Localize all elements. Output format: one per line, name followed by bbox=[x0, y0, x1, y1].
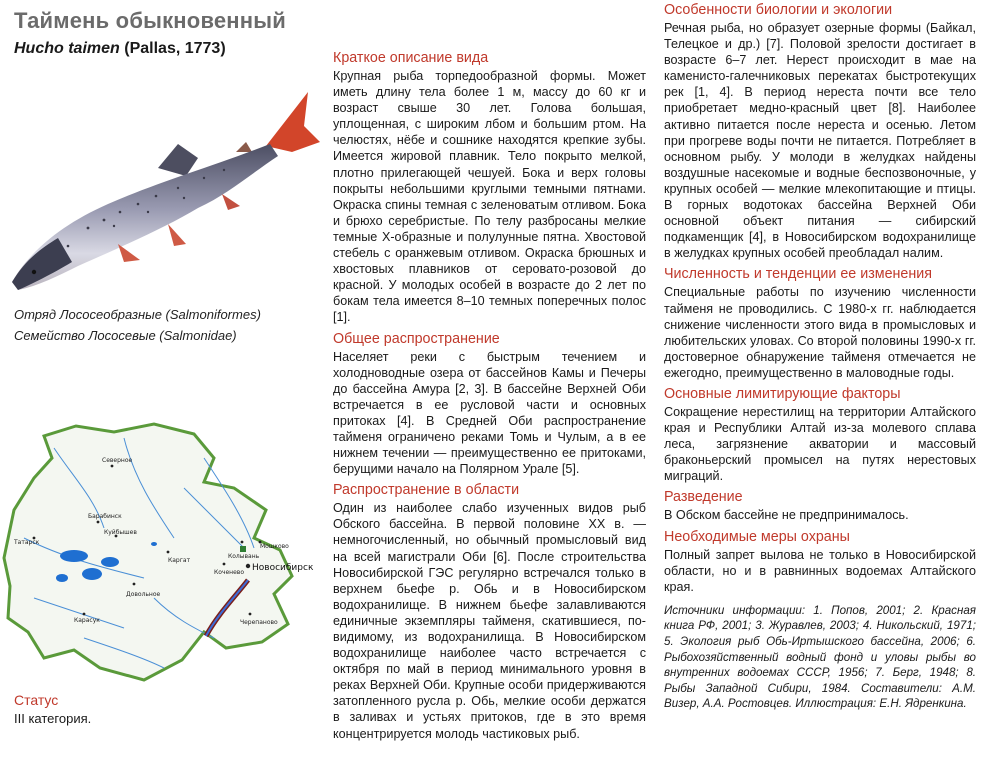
section-text: Полный запрет вылова не только в Новосибирской области, но и в равнинных водоемах Алтайского края. bbox=[664, 547, 976, 594]
distribution-map bbox=[4, 418, 314, 686]
section-breeding bbox=[664, 489, 976, 523]
right-column bbox=[664, 2, 976, 712]
section-text: Населяет реки с быстрым течением и холодноводные озера от бассейнов Камы и Печеры до бассейна Амура [2, 3]. В бассейне Верхней Оби встречается в ее русловой части и основных притоках [4]. В Средней Оби распространение тайменя ограничено реками Томь и Чулым, а в ее нижнем течении — преимущественно ее притоками, берущими начало на Полярном Урале [5]. bbox=[333, 349, 646, 477]
map-label-cherepanovo: Черепаново bbox=[240, 619, 278, 626]
map-label-kuybyshev: Куйбышев bbox=[104, 529, 137, 536]
section-heading: Особенности биологии и экологии bbox=[664, 2, 893, 18]
section-heading: Основные лимитирующие факторы bbox=[664, 385, 901, 402]
section-text: Крупная рыба торпедообразной формы. Может иметь длину тела более 1 м, массу до 60 кг и возраст свыше 30 лет. Голова большая, уплощенная, с широким лбом и большим ртом. На челюстях, нёбе и сошнике находятся крепкие зубы. Имеется жировой плавник. Тело покрыто мелкой, плотно прилегающей чешуей. Бока и верх головы покрыты небольшими круглыми темными пятнами. Окраска спины темная с зеленоватым отливом. Бока и брюхо серебристые. По телу разбросаны мелкие темные Х-образные и полулунные пятна. Хвостовой стебель с оранжевым отливом. Окраска брюшных и хвостовых плавников от серовато-розовой до красной. У молодых особей в возрасте до 2 лет по бокам тела имеется 8–10 темных поперечных полос [1]. bbox=[333, 69, 646, 325]
section-protection-measures bbox=[664, 529, 976, 595]
section-heading: Краткое описание вида bbox=[333, 50, 489, 66]
section-heading: Общее распространение bbox=[333, 330, 500, 347]
section-abundance bbox=[664, 266, 976, 381]
section-description bbox=[333, 50, 646, 326]
map-label-tatarsk: Татарск bbox=[14, 539, 40, 546]
map-label-novosibirsk: Новосибирск bbox=[252, 563, 314, 573]
section-heading: Распространение в области bbox=[333, 482, 520, 499]
region-outline bbox=[4, 424, 292, 680]
section-text: Специальные работы по изучению численности тайменя не проводились. С 1980-х гг. наблюдается снижение численности этого вида в промысловых и любительских уловах. Со второй половины 1990-х гг. достоверное обнаружение тайменя отмечается не ежегодно, преимущественно в маловодные годы. bbox=[664, 285, 976, 380]
section-regional-distribution bbox=[333, 482, 646, 741]
status-heading: Статус bbox=[14, 692, 59, 708]
status-value: III категория. bbox=[14, 711, 92, 726]
map-label-severnoe: Северное bbox=[102, 457, 133, 464]
section-limiting-factors bbox=[664, 386, 976, 484]
map-label-kolyvan: Колывань bbox=[228, 553, 260, 560]
map-label-moshkovo: Мошково bbox=[260, 543, 289, 550]
tail-fin bbox=[266, 92, 320, 152]
section-text: Речная рыба, но образует озерные формы (Байкал, Телецкое и др.) [7]. Половой зрелости достигает в возрасте 6–7 лет. Нерест происходит в мае на каменисто-галечниковых перекатах быстротекущих рек [1, 4]. В период нереста почти все тело приобретает медно-красный цвет [8]. Наиболее активно питается после нереста и осенью. Летом при прогреве воды почти не питается. Потребляет в основном рыбу. У молоди в желудках найдены воздушные насекомые и водные беспозвоночные, у крупных особей — мелкие млекопитающие и птицы. В горных водотоках бассейна Верхней Оби основной объект питания — сибирский подкаменщик [4], в Новосибирском водохранилище в желудках крупных особей преобладал налим. bbox=[664, 21, 976, 261]
map-label-kochenevo: Коченево bbox=[214, 569, 244, 576]
latin-name-line bbox=[14, 40, 226, 58]
sources-and-credits: Источники информации: 1. Попов, 2001; 2. Красная книга РФ, 2001; 3. Журавлев, 2003; 4. Никольский, 1971; 5. Экология рыб Обь-Иртышского бассейна, 2006; 6. Рыбохозяйственный водный фонд и уловы рыбы во внутренних водоемах СССР, 1956; 7. Берг, 1948; 8. Рыбы Западной Сибири, 1984. Составители: А.М. Визер, А.А. Ростовцев. Иллюстрация: Е.Н. Ядренкина. bbox=[664, 603, 976, 711]
section-text: В Обском бассейне не предпринималось. bbox=[664, 508, 909, 523]
taxonomy-order: Отряд Лососеобразные (Salmoniformes) bbox=[14, 307, 261, 322]
section-heading: Разведение bbox=[664, 489, 743, 506]
map-label-kargat: Каргат bbox=[168, 557, 191, 564]
latin-name: Hucho taimen bbox=[14, 40, 120, 57]
page-title: Таймень обыкновенный bbox=[14, 8, 286, 33]
map-label-barabinsk: Барабинск bbox=[88, 513, 122, 520]
map-label-karasuk: Карасук bbox=[74, 617, 100, 624]
taxonomy-family: Семейство Лососевые (Salmonidae) bbox=[14, 328, 237, 343]
section-heading: Необходимые меры охраны bbox=[664, 528, 850, 545]
middle-column bbox=[333, 50, 646, 747]
section-text: Сокращение нерестилищ на территории Алтайского края и Республики Алтай из-за молевого сплава леса, загрязнение акватории и массовый браконьерский промысел на путях нерестовых миграций. bbox=[664, 404, 976, 484]
section-heading: Численность и тенденции ее изменения bbox=[664, 266, 932, 283]
species-author: (Pallas, 1773) bbox=[124, 40, 226, 57]
taimen-fish-illustration bbox=[8, 86, 320, 296]
map-label-dovolnoe: Довольное bbox=[126, 591, 161, 598]
section-general-distribution bbox=[333, 331, 646, 478]
section-text: Один из наиболее слабо изученных видов рыб Обского бассейна. В первой половине XX в. — немногочисленный, но обычный промысловый вид на всей магистрали Оби [6]. После строительства Новосибирской ГЭС регулярно встречался только в верхнем бьефе р. Обь и в Новосибирском водохранилище. В нижнем бьефе залавливаются единичные экземпляры тайменя, скатившиеся, по-видимому, из водохранилища. В Новосибирском водохранилище наиболее часто встречается с октября по май в период минимального уровня в реках Верхней Оби. Крупные особи придерживаются затопленного русла р. Обь, мелкие особи держатся в заливах и устьях притоков, где в это время концентрируется молодь частиковых рыб. bbox=[333, 501, 646, 741]
section-biology bbox=[664, 2, 976, 261]
